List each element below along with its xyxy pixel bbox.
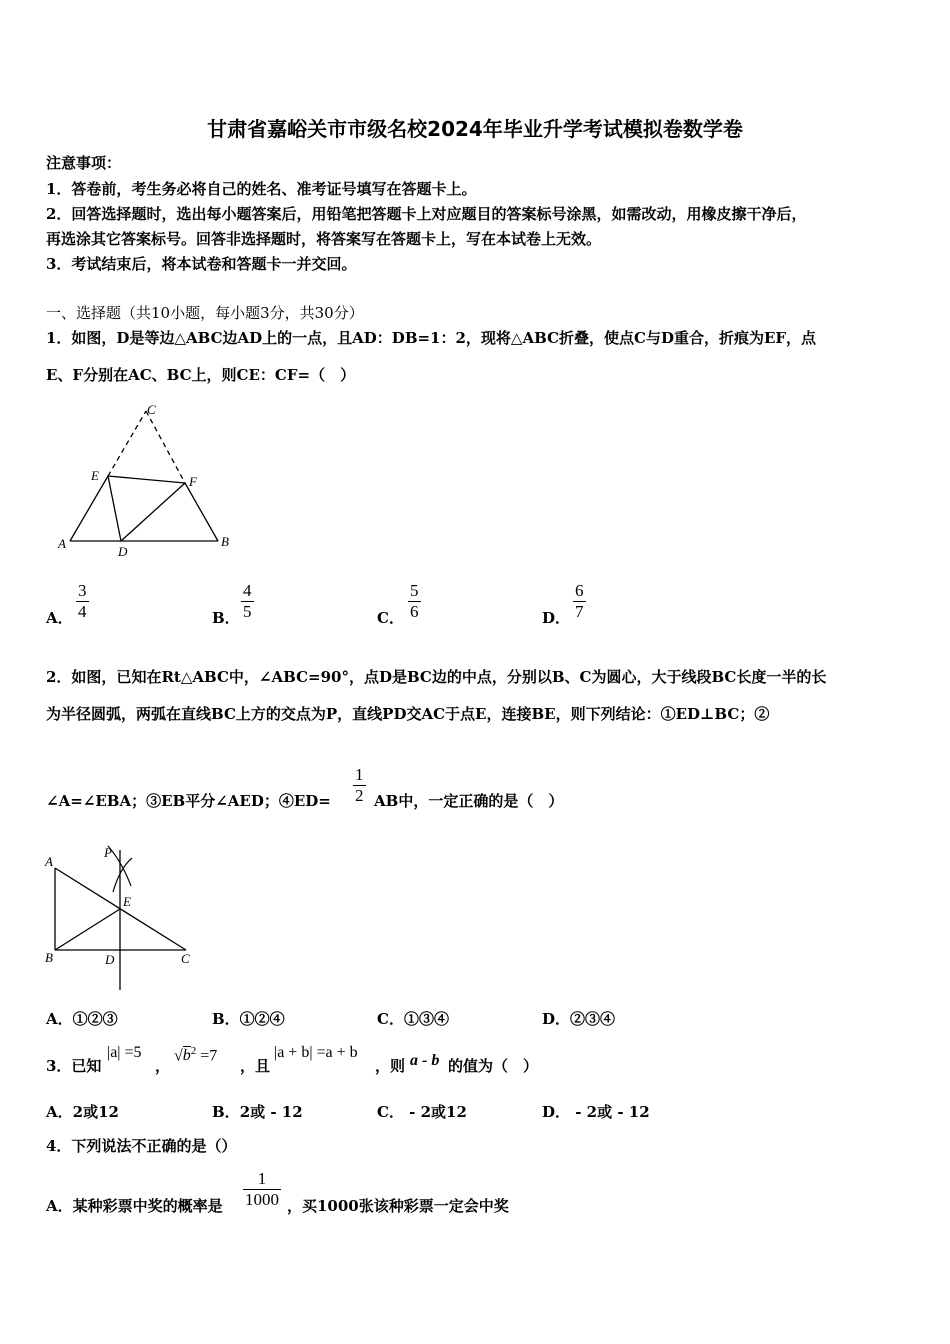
- q1-option-c-fraction: 5 6: [410, 581, 419, 621]
- q2-option-b: B．①②④: [212, 1010, 285, 1028]
- q3-then: ，则: [375, 1057, 406, 1075]
- q2-right-triangle-figure: [40, 842, 210, 1002]
- q2-option-d: D．②③④: [542, 1010, 616, 1028]
- q3-sep: ，: [155, 1057, 171, 1075]
- q1-option-b-fraction: 4 5: [243, 581, 252, 621]
- q1-option-a-fraction: 3 4: [78, 581, 87, 621]
- notes-heading: 注意事项：: [46, 154, 122, 172]
- q4-option-a-fraction: 1 1000: [245, 1169, 279, 1209]
- q2-stem-line3b: AB中，一定正确的是（ ）: [374, 792, 564, 810]
- q3-suffix: 的值为（ ）: [448, 1057, 539, 1075]
- q2-label-a: A: [45, 854, 53, 869]
- q1-label-e: E: [91, 468, 99, 483]
- q2-label-e: E: [123, 894, 131, 909]
- q2-stem-line1: 2．如图，已知在Rt△ABC中，∠ABC=90°，点D是BC边的中点，分别以B、C为圆心，大于线段BC长度一半的长: [46, 668, 827, 686]
- q3-option-a: A．2或12: [46, 1103, 119, 1121]
- q2-label-d: D: [105, 952, 115, 967]
- q2-option-a: A．①②③: [46, 1010, 118, 1028]
- q3-option-b: B．2或 - 12: [212, 1103, 303, 1121]
- q2-stem-line3a: ∠A=∠EBA；③EB平分∠AED；④ED=: [46, 792, 331, 810]
- q1-option-c-label: C．: [377, 609, 404, 627]
- q3-option-c: C． - 2或12: [377, 1103, 467, 1121]
- q4-stem: 4．下列说法不正确的是（）: [46, 1137, 237, 1155]
- note-item: 3．考试结束后，将本试卷和答题卡一并交回。: [46, 255, 357, 273]
- q3-expr-sqrt: $√b^2 =7$: [174, 1045, 218, 1065]
- q1-label-c: C: [147, 402, 156, 417]
- note-item: 1．答卷前，考生务必将自己的姓名、准考证号填写在答题卡上。: [46, 180, 477, 198]
- q1-stem-line2: E、F分别在AC、BC上，则CE：CF=（ ）: [46, 366, 356, 384]
- q3-mid: ，且: [240, 1057, 271, 1075]
- q1-label-f: F: [189, 474, 197, 489]
- q3-expr-abs-sum: |a + b| =a + b: [274, 1044, 358, 1061]
- q1-option-b-label: B．: [212, 609, 240, 627]
- page-title: 甘肃省嘉峪关市市级名校2024年毕业升学考试模拟卷数学卷: [207, 117, 743, 141]
- q2-label-c: C: [181, 951, 190, 966]
- q2-label-b: B: [45, 950, 53, 965]
- q4-option-a-label: A．某种彩票中奖的概率是: [46, 1197, 223, 1215]
- q2-stem-line2: 为半径圆弧，两弧在直线BC上方的交点为P，直线PD交AC于点E，连接BE，则下列结论：①ED⊥BC；②: [46, 705, 770, 723]
- q2-half-fraction: 1 2: [355, 765, 364, 805]
- sqrt-icon: √: [174, 1047, 183, 1065]
- q3-prefix: 3．已知: [46, 1057, 102, 1075]
- q3-option-d: D． - 2或 - 12: [542, 1103, 650, 1121]
- q1-label-b: B: [221, 534, 229, 549]
- q1-label-d: D: [118, 544, 128, 559]
- q1-option-a-label: A．: [46, 609, 73, 627]
- q2-option-c: C．①③④: [377, 1010, 449, 1028]
- q1-stem-line1: 1．如图，D是等边△ABC边AD上的一点，且AD：DB=1：2，现将△ABC折叠，使点C与D重合，折痕为EF，点: [46, 329, 817, 347]
- q4-option-a-rest: ，买1000张该种彩票一定会中奖: [287, 1197, 509, 1215]
- q1-option-d-label: D．: [542, 609, 571, 627]
- q1-option-d-fraction: 6 7: [575, 581, 584, 621]
- q3-expr-diff: a - b: [410, 1052, 440, 1069]
- q1-triangle-figure: [55, 400, 245, 562]
- q3-expr-abs-a: |a| =5: [107, 1044, 142, 1061]
- note-item: 再选涂其它答案标号。回答非选择题时，将答案写在答题卡上，写在本试卷上无效。: [46, 230, 602, 248]
- q2-label-p: P: [104, 845, 112, 860]
- section-heading: 一、选择题（共10小题，每小题3分，共30分）: [46, 304, 364, 322]
- note-item: 2．回答选择题时，选出每小题答案后，用铅笔把答题卡上对应题目的答案标号涂黑，如需改动，用橡皮擦干净后，: [46, 205, 807, 223]
- q1-label-a: A: [58, 536, 66, 551]
